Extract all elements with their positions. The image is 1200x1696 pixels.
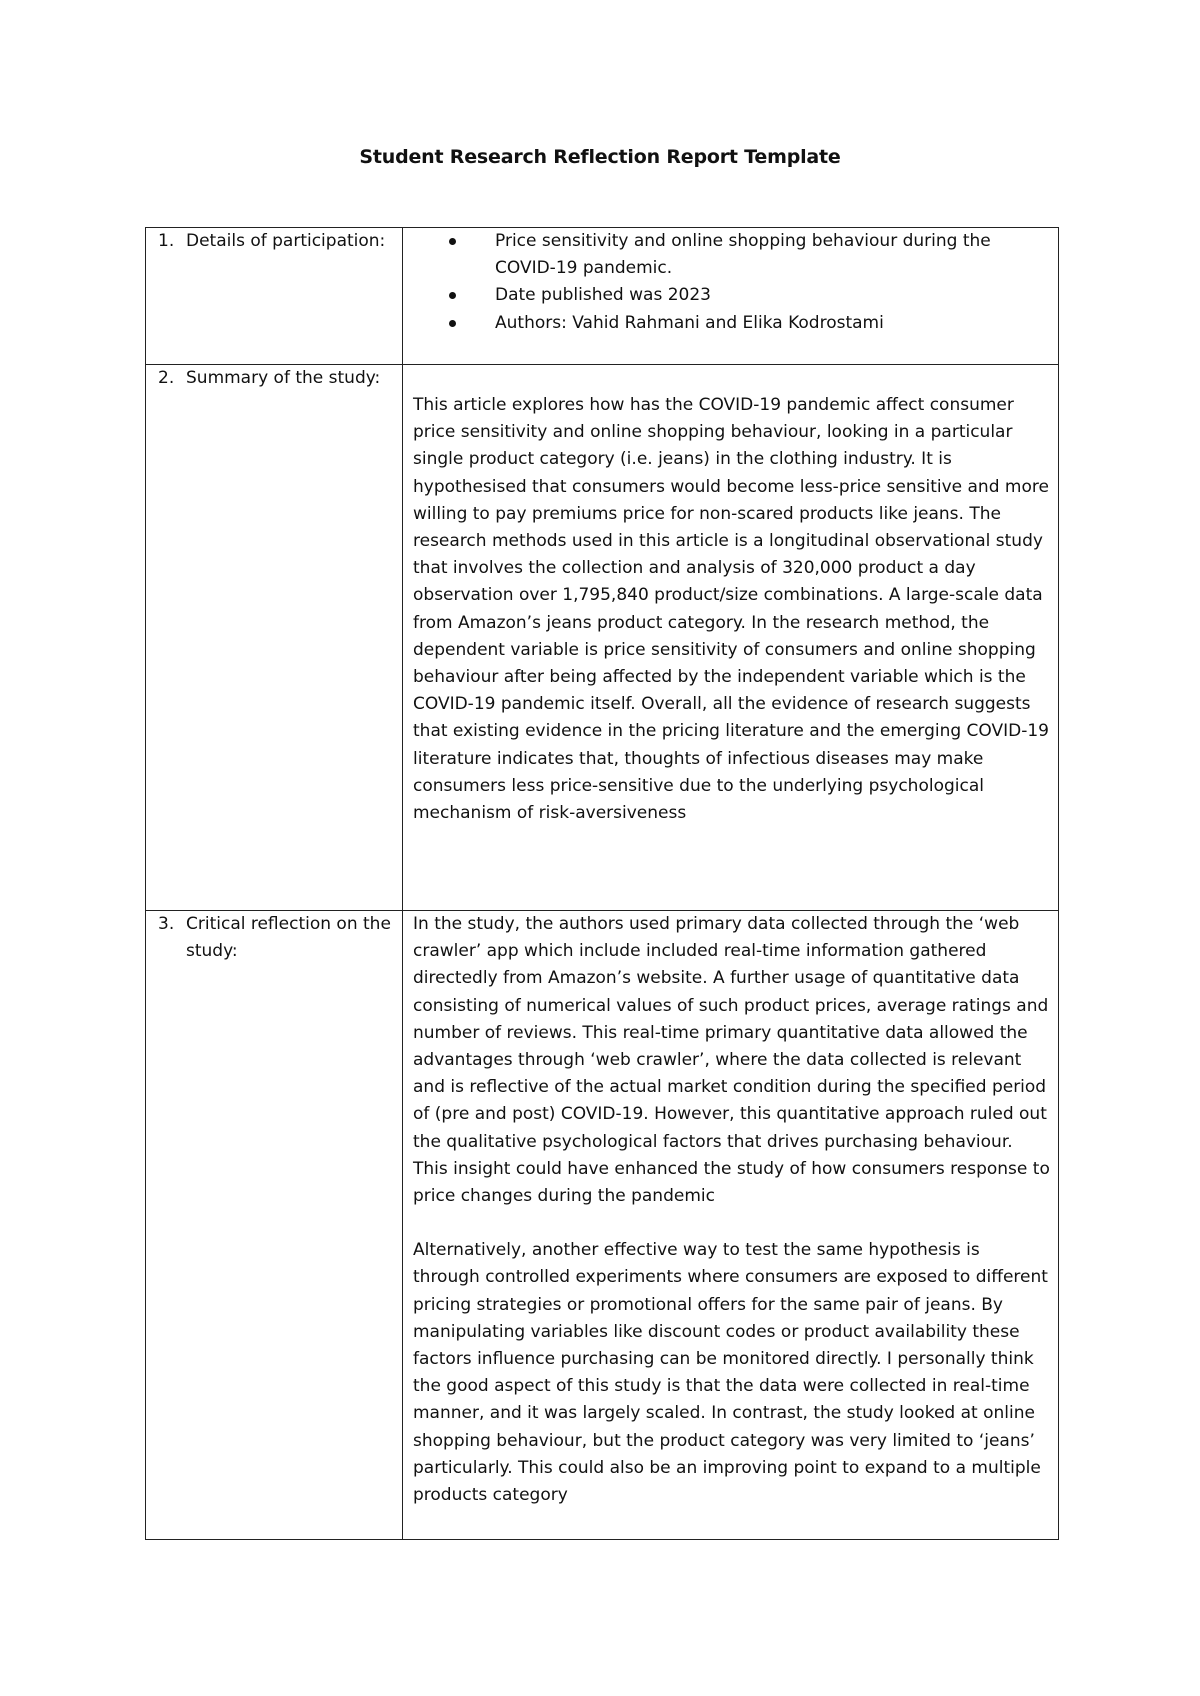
bullet-text: Authors: Vahid Rahmani and Elika Kodrostami	[495, 312, 884, 333]
section-label-summary: Summary of the study:	[186, 368, 381, 388]
table-row-summary	[146, 365, 1059, 911]
content-cell-summary	[403, 365, 1059, 911]
label-cell-summary	[146, 365, 403, 911]
bullet-icon	[449, 292, 456, 299]
section-number: 1.	[158, 231, 175, 251]
details-bullet-list	[413, 228, 1050, 337]
section-label-reflection: Critical reflection on the study:	[186, 914, 391, 962]
reflection-paragraph-2: Alternatively, another effective way to test the same hypothesis is through controlled experiments where consumers are exposed to different pricing strategies or promotional offers for the same pair of jeans. By manipulating variables like discount codes or product availability these factors influence purchasing can be monitored directly. I personally think the good aspect of this study is that the data were collected in real-time manner, and it was largely scaled. In contrast, the study looked at online shopping behaviour, but the product category was very limited to ‘jeans’ particularly. This could also be an improving point to expand to a multiple products category	[413, 1240, 1048, 1506]
table-row-details	[146, 228, 1059, 365]
label-cell-reflection	[146, 911, 403, 1540]
section-label-details: Details of participation:	[186, 231, 386, 251]
paragraph-spacer	[413, 1210, 1050, 1237]
list-item	[449, 228, 1050, 282]
section-number: 2.	[158, 368, 175, 388]
summary-paragraph: This article explores how has the COVID-19 pandemic affect consumer price sensitivity and online shopping behaviour, looking in a particular single product category (i.e. jeans) in the clothing industry. It is hypothesised that consumers would become less-price sensitive and more willing to pay premiums price for non-scared products like jeans. The research methods used in this article is a longitudinal observational study that involves the collection and analysis of 320,000 product a day observation over 1,795,840 product/size combinations. A large-scale data from Amazon’s jeans product category. In the research method, the dependent variable is price sensitivity of consumers and online shopping behaviour after being affected by the independent variable which is the COVID-19 pandemic itself. Overall, all the evidence of research suggests that existing evidence in the pricing literature and the emerging COVID-19 literature indicates that, thoughts of infectious diseases may make consumers less price-sensitive due to the underlying psychological mechanism of risk-aversiveness	[413, 395, 1049, 824]
page-title: Student Research Reflection Report Template	[359, 146, 841, 168]
report-table	[145, 227, 1059, 1540]
label-cell-details	[146, 228, 403, 365]
bullet-icon	[449, 320, 456, 327]
bullet-text: Date published was 2023	[495, 285, 711, 306]
list-item	[449, 310, 1050, 337]
bullet-text: Price sensitivity and online shopping behaviour during the COVID-19 pandemic.	[495, 231, 991, 279]
content-cell-details	[403, 228, 1059, 365]
bullet-icon	[449, 238, 456, 245]
section-number: 3.	[158, 914, 175, 934]
content-cell-reflection	[403, 911, 1059, 1540]
list-item	[449, 282, 1050, 309]
table-row-reflection	[146, 911, 1059, 1540]
reflection-paragraph-1: In the study, the authors used primary data collected through the ‘web crawler’ app which include included real-time information gathered directedly from Amazon’s website. A further usage of quantitative data consisting of numerical values of such product prices, average ratings and number of reviews. This real-time primary quantitative data allowed the advantages through ‘web crawler’, where the data collected is relevant and is reflective of the actual market condition during the specified period of (pre and post) COVID-19. However, this quantitative approach ruled out the qualitative psychological factors that drives purchasing behaviour. This insight could have enhanced the study of how consumers response to price changes during the pandemic	[413, 914, 1050, 1207]
